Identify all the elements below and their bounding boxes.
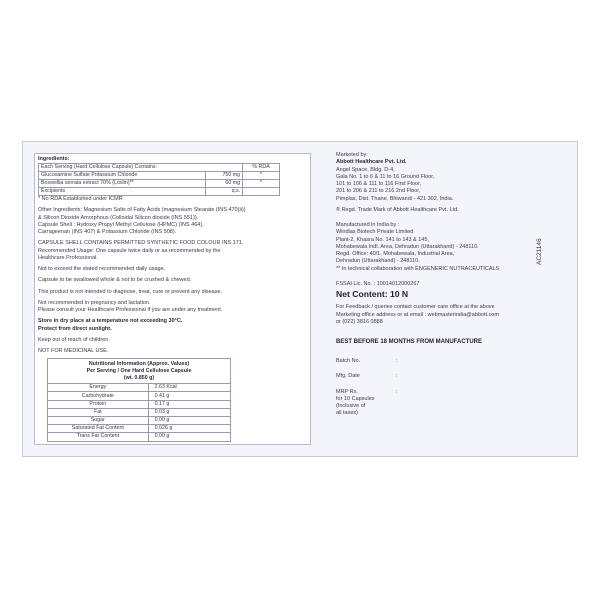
manufacturer-line: Windlas Biotech Private Limited — [336, 229, 414, 236]
mrp-field — [336, 389, 551, 418]
nutrient-value: 0.00 g — [148, 433, 230, 441]
nutrient-label: Energy — [48, 384, 149, 392]
not-medicinal: NOT FOR MEDICINAL USE. — [38, 348, 109, 355]
nutrition-table — [47, 358, 231, 441]
table-row — [48, 417, 231, 425]
nutrient-label: Protein — [48, 400, 149, 408]
batch-label: Batch No. — [336, 358, 361, 364]
feedback-line: For Feedback / queries contact customer care office at the above — [336, 304, 495, 311]
collaboration-note: ** In technical collaboration with ENGENERIC NUTRACEUTICALS — [336, 265, 500, 272]
nutrient-value: 0.17 g — [148, 400, 230, 408]
other-ingredients-line: & Silicon Dioxide Amorphous (Colloidal Silicon dioxide (INS 551)). — [38, 214, 199, 221]
left-info-panel — [34, 153, 311, 445]
nutrient-value: 0.41 g — [148, 392, 230, 400]
ingredients-title: Ingredients: — [38, 156, 70, 162]
table-row — [48, 392, 231, 400]
ingredient-rda: * — [243, 180, 280, 188]
trademark-note: ® Regd. Trade Mark of Abbott Healthcare Pvt. Ltd. — [336, 206, 459, 213]
table-row — [39, 172, 280, 180]
storage-line: Store in dry place at a temperature not exceeding 30°C. — [38, 318, 183, 325]
manufacturer-line: Regd. Office: 40/1, Mohabewala, Industrial Area, — [336, 251, 455, 257]
ingredient-name: Excipients — [39, 188, 206, 196]
ingredient-name: Glucosamine Sulfate Potassium Chloride — [39, 172, 206, 180]
usage-line: Healthcare Professional. — [38, 254, 98, 261]
nutrient-value: 0.03 g — [148, 408, 230, 416]
mfg-field — [336, 373, 551, 380]
ingredients-header: Each Serving (Hard Cellulose Capsule) Contains: — [39, 164, 243, 172]
nutrient-label: Carbohydrate — [48, 392, 149, 400]
mrp-line: for 10 Capsules — [336, 395, 375, 402]
marketer-company: Abbott Healthcare Pvt. Ltd. — [336, 159, 407, 166]
table-row — [48, 425, 231, 433]
product-code: AC21146 — [536, 238, 543, 265]
nutrition-title-line: Nutritional Information (Approx. Values) — [88, 361, 190, 368]
exceed-warning: Not to exceed the stated recommended daily usage. — [38, 266, 166, 273]
nutrient-value: 0.00 g — [148, 417, 230, 425]
label-panel — [22, 141, 578, 457]
address-line: Pimplas, Dist. Thane, Bhiwandi - 421 302, India. — [336, 195, 454, 202]
net-content: Net Content: 10 N — [336, 289, 409, 299]
capsule-shell-line: Capsule Shell : Hydroxy Propyl Methyl Cellulose (HPMC) (INS 464), — [38, 221, 204, 228]
table-row — [48, 400, 231, 408]
nutrient-label: Sugar — [48, 417, 149, 425]
colour-note: CAPSULE SHELL CONTAINS PERMITTED SYNTHETIC FOOD COLOUR INS 171. — [38, 240, 244, 247]
nutrient-label: Trans Fat Content — [48, 433, 149, 441]
children-warning: Keep out of reach of children. — [38, 336, 110, 343]
marketed-label: Marketed by: — [336, 152, 368, 158]
mrp-line: (Inclusive of — [336, 403, 366, 409]
manufacturer-line: Plant-2, Khasra No. 141 to 143 & 145, — [336, 236, 429, 243]
manufacturer-line: Dehradun (Uttarakhand) - 248110. — [336, 258, 420, 265]
diagnose-disclaimer: This product is not intended to diagnose, treat, cure or prevent any disease. — [38, 288, 223, 295]
rda-footnote: * No RDA Established under ICMR — [38, 196, 123, 203]
ingredient-name: Boswellia serrata extract 70% (Loxlin)** — [39, 180, 206, 188]
nutrient-value: 0.026 g — [148, 425, 230, 433]
address-line: Gala No. 1 to 6 & 11 to 16 Ground Floor, — [336, 173, 435, 180]
nutrition-title-line: Per Serving / One Hard Cellulose Capsule — [86, 368, 192, 375]
ingredient-rda: * — [243, 172, 280, 180]
ingredients-table — [38, 163, 280, 196]
address-line: 201 to 206 & 211 to 216 2nd Floor, — [336, 188, 421, 195]
storage-line: Protect from direct sunlight. — [38, 325, 112, 332]
nutrition-title — [48, 359, 231, 384]
address-line: 101 to 106 & 111 to 116 First Floor, — [336, 181, 421, 187]
best-before: BEST BEFORE 18 MONTHS FROM MANUFACTURE — [336, 339, 483, 346]
right-info-panel — [336, 152, 551, 418]
rda-header: % RDA — [243, 164, 280, 172]
mfg-colon: : — [396, 373, 398, 380]
swallow-warning: Capsule to be swallowed whole & not to be crushed & chewed. — [38, 277, 192, 284]
nutrition-header-row — [48, 359, 231, 384]
table-row — [39, 188, 280, 196]
feedback-line: or (022) 3816 0888 — [336, 318, 383, 325]
other-ingredients-line: Other Ingredients: Magnesium Salts of Fatty Acids (magnesium Stearate (INS 470(ii)) — [38, 207, 246, 214]
manufacturer-line: Mohabewala Indl. Area, Dehradun (Uttarakhand) - 248110. — [336, 243, 479, 250]
nutrition-title-line: (wt. 0.850 g) — [123, 374, 155, 381]
mrp-colon: : — [396, 388, 398, 395]
consult-warning: Please consult your Healthcare Professional if you are under any treatment. — [38, 307, 223, 314]
usage-line: Recommended Usage: One capsule twice daily or as recommended by the — [38, 247, 221, 254]
table-row — [48, 433, 231, 441]
nutrient-value: 2.63 Kcal — [148, 384, 230, 392]
table-row — [48, 384, 231, 392]
table-row — [39, 180, 280, 188]
fssai-license: FSSAI Lic. No. : 10014012000267 — [336, 280, 420, 287]
ingredient-rda — [243, 188, 280, 196]
ingredient-amount: 750 mg — [205, 172, 242, 180]
mrp-line: MRP Rs. — [336, 388, 358, 395]
batch-colon: : — [396, 358, 398, 364]
pregnancy-warning: Not recommended in pregnancy and lactation. — [38, 299, 151, 306]
ingredient-amount: q.s. — [205, 188, 242, 196]
mrp-label — [336, 389, 396, 418]
table-row — [48, 408, 231, 416]
ingredient-amount: 60 mg — [205, 180, 242, 188]
capsule-shell-line: Carrageenan (INS 407) & Potassium Chloride (INS 508). — [38, 229, 177, 236]
mrp-line: all taxes) — [336, 410, 359, 417]
nutrient-label: Saturated Fat Content — [48, 425, 149, 433]
mfg-label: Mfg. Date — [336, 373, 360, 380]
batch-field — [336, 358, 551, 365]
address-line: Angel Space, Bldg. D-4, — [336, 166, 395, 173]
manufacturer-line: Manufactured in India by : — [336, 222, 400, 228]
ingredients-header-row — [39, 164, 280, 172]
feedback-line: Marketing office address or at email : webmasterindia@abbott.com — [336, 311, 499, 318]
nutrient-label: Fat — [48, 408, 149, 416]
